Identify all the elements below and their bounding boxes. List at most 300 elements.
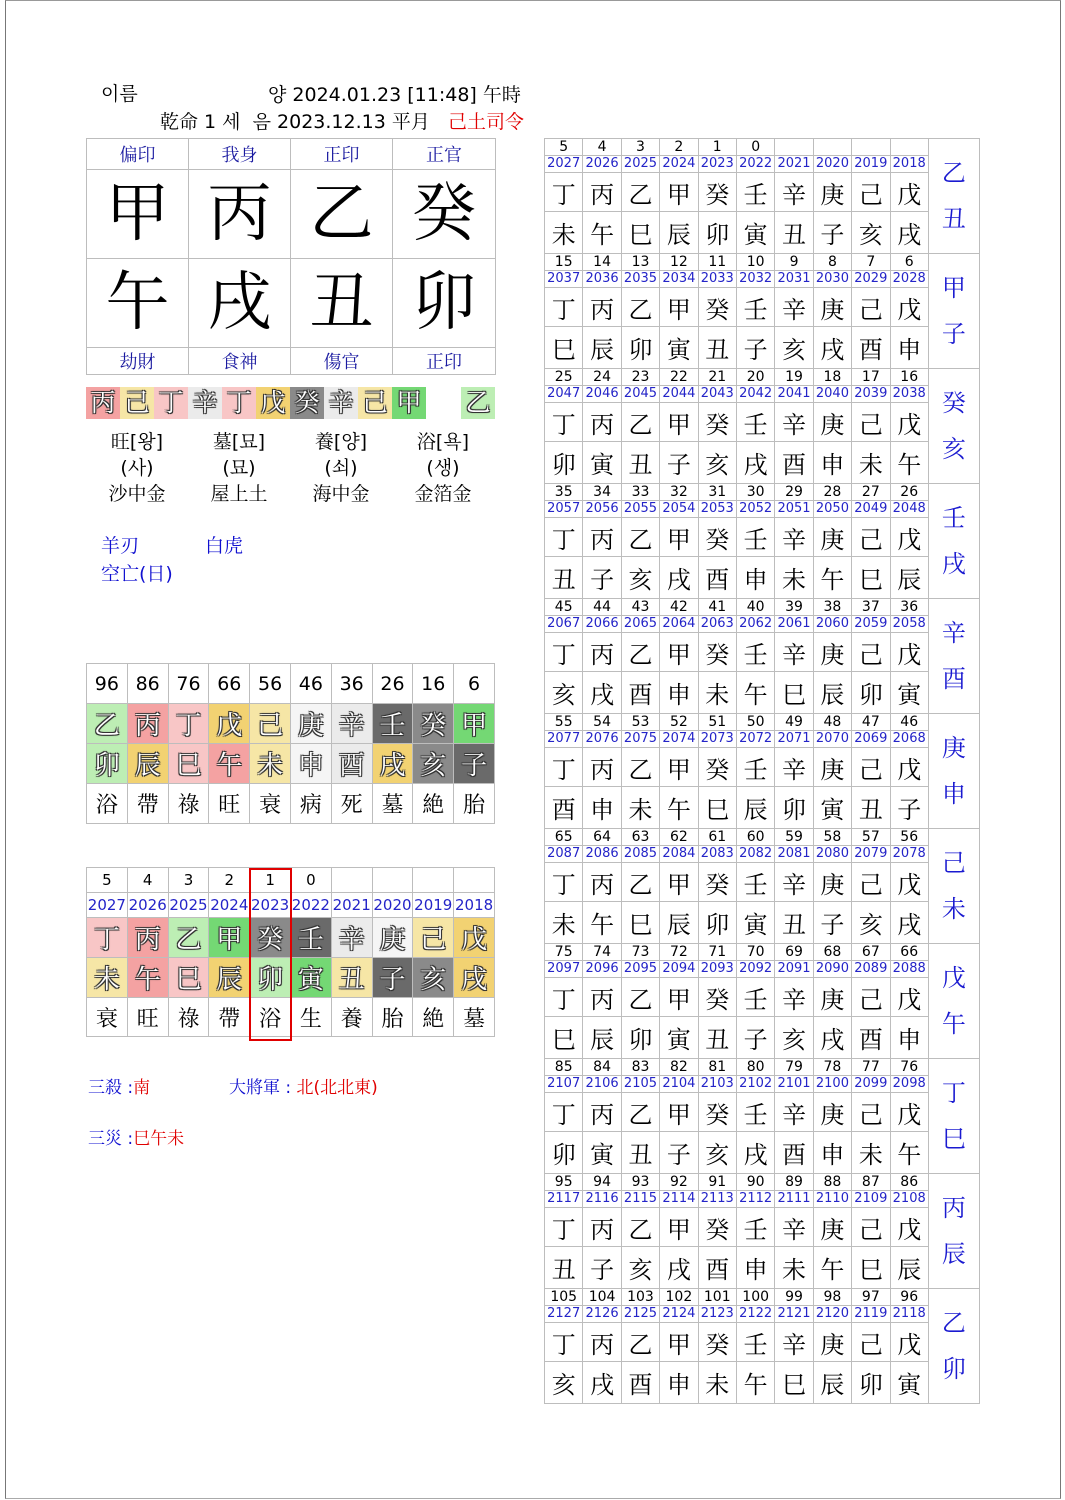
wolun-branch[interactable]: 寅	[583, 1132, 621, 1174]
wolun-stem[interactable]: 丙	[583, 1323, 621, 1362]
pillar-stem: 乙	[291, 170, 393, 259]
wolun-branch[interactable]: 亥	[698, 442, 736, 484]
wolun-stem[interactable]: 辛	[775, 1093, 813, 1132]
wolun-branch[interactable]: 辰	[583, 1017, 621, 1059]
wolun-stem[interactable]: 辛	[775, 748, 813, 787]
wolun-branch[interactable]: 午	[660, 787, 698, 829]
wolun-branch[interactable]: 戌	[660, 557, 698, 599]
seun-branch[interactable]: 午	[127, 958, 168, 998]
wolun-branch[interactable]: 未	[545, 212, 583, 254]
wolun-stem[interactable]: 甲	[660, 1093, 698, 1132]
wolun-branch[interactable]: 丑	[775, 212, 813, 254]
wolun-branch[interactable]: 未	[852, 442, 890, 484]
wolun-stem[interactable]: 甲	[660, 1208, 698, 1247]
wolun-branch[interactable]: 午	[736, 1362, 774, 1404]
daeun-age: 6	[454, 664, 495, 704]
seun-branch[interactable]: 子	[372, 958, 413, 998]
wolun-stem[interactable]: 壬	[736, 288, 774, 327]
wolun-age: 70	[736, 944, 774, 961]
wolun-stem[interactable]: 庚	[813, 1208, 851, 1247]
wolun-stem[interactable]: 乙	[621, 518, 659, 557]
wolun-branch[interactable]: 午	[890, 1132, 928, 1174]
wolun-branch[interactable]: 酉	[698, 1247, 736, 1289]
daeun-age: 46	[290, 664, 331, 704]
wolun-branch[interactable]: 辰	[890, 1247, 928, 1289]
wolun-stem[interactable]: 丙	[583, 288, 621, 327]
wolun-branch[interactable]: 申	[813, 442, 851, 484]
wolun-stem[interactable]: 乙	[621, 173, 659, 212]
wolun-branch[interactable]: 寅	[890, 1362, 928, 1404]
wolun-stem[interactable]: 丁	[545, 1208, 583, 1247]
solar-line	[268, 80, 521, 107]
wolun-branch[interactable]: 丑	[852, 787, 890, 829]
daeun-stem[interactable]: 庚	[290, 704, 331, 744]
wolun-branch[interactable]: 巳	[545, 1017, 583, 1059]
seun-stem[interactable]: 壬	[290, 918, 331, 958]
wolun-year: 2018	[890, 156, 928, 173]
wolun-branch[interactable]: 子	[736, 327, 774, 369]
wolun-branch[interactable]: 午	[813, 557, 851, 599]
wolun-stem[interactable]: 甲	[660, 1323, 698, 1362]
wolun-stem[interactable]: 癸	[698, 863, 736, 902]
wolun-branch-row	[545, 787, 980, 829]
wolun-stem[interactable]: 丙	[583, 748, 621, 787]
wolun-stem[interactable]: 癸	[698, 748, 736, 787]
wolun-stem[interactable]: 庚	[813, 518, 851, 557]
wolun-branch[interactable]: 酉	[545, 787, 583, 829]
wolun-stem[interactable]: 壬	[736, 978, 774, 1017]
wolun-stem[interactable]: 丁	[545, 518, 583, 557]
wolun-branch[interactable]: 申	[583, 787, 621, 829]
wolun-branch[interactable]: 子	[583, 557, 621, 599]
wolun-branch[interactable]: 未	[775, 1247, 813, 1289]
wolun-stem[interactable]: 戊	[890, 633, 928, 672]
wolun-branch[interactable]: 未	[621, 787, 659, 829]
wolun-stem[interactable]: 癸	[698, 1093, 736, 1132]
daeun-stem[interactable]: 乙	[87, 704, 128, 744]
wolun-side-pillar	[928, 484, 979, 599]
daeun-branch[interactable]: 子	[454, 744, 495, 784]
wolun-stem[interactable]: 甲	[660, 978, 698, 1017]
wolun-branch[interactable]: 卯	[698, 902, 736, 944]
daeun-stem[interactable]: 壬	[372, 704, 413, 744]
wolun-stem[interactable]: 乙	[621, 1323, 659, 1362]
seun-stem[interactable]: 辛	[331, 918, 372, 958]
wolun-stem[interactable]: 壬	[736, 863, 774, 902]
wolun-branch[interactable]: 巳	[852, 1247, 890, 1289]
wolun-year: 2052	[736, 501, 774, 518]
wolun-year: 2089	[852, 961, 890, 978]
daeun-stem[interactable]: 丁	[168, 704, 209, 744]
seun-branch[interactable]: 亥	[413, 958, 454, 998]
wolun-stem[interactable]: 壬	[736, 1093, 774, 1132]
wolun-stem[interactable]: 己	[852, 633, 890, 672]
hidden-stem-cell: 丁	[154, 387, 188, 419]
wolun-branch[interactable]: 寅	[736, 212, 774, 254]
seun-stem[interactable]: 乙	[168, 918, 209, 958]
wolun-branch[interactable]: 子	[890, 787, 928, 829]
wolun-branch[interactable]: 午	[583, 902, 621, 944]
daeun-branch[interactable]: 卯	[87, 744, 128, 784]
wolun-stem[interactable]: 丁	[545, 173, 583, 212]
seun-stem[interactable]: 甲	[209, 918, 250, 958]
wolun-stem[interactable]: 乙	[621, 748, 659, 787]
wolun-stem[interactable]: 癸	[698, 173, 736, 212]
wolun-branch[interactable]: 酉	[775, 1132, 813, 1174]
wolun-branch[interactable]: 寅	[660, 327, 698, 369]
wolun-side-pillar	[928, 1174, 979, 1289]
wolun-stem[interactable]: 丁	[545, 403, 583, 442]
four-pillars-table	[86, 138, 496, 375]
wolun-stem[interactable]: 乙	[621, 863, 659, 902]
wolun-stem[interactable]: 庚	[813, 1323, 851, 1362]
wolun-branch[interactable]: 亥	[621, 1247, 659, 1289]
wolun-branch[interactable]: 辰	[660, 902, 698, 944]
wolun-stem[interactable]: 丁	[545, 978, 583, 1017]
wolun-branch[interactable]: 辰	[890, 557, 928, 599]
wolun-branch[interactable]: 戌	[736, 442, 774, 484]
wolun-stem[interactable]: 戊	[890, 1093, 928, 1132]
wolun-year: 2120	[813, 1306, 851, 1323]
wolun-year: 2062	[736, 616, 774, 633]
wolun-stem[interactable]: 己	[852, 978, 890, 1017]
wolun-branch[interactable]: 未	[545, 902, 583, 944]
wolun-stem[interactable]: 己	[852, 1093, 890, 1132]
wolun-stem[interactable]: 癸	[698, 288, 736, 327]
wolun-stem[interactable]: 壬	[736, 518, 774, 557]
wolun-branch[interactable]: 卯	[545, 1132, 583, 1174]
wolun-branch[interactable]: 卯	[698, 212, 736, 254]
wolun-stem[interactable]: 己	[852, 288, 890, 327]
wolun-branch[interactable]: 申	[736, 557, 774, 599]
wolun-stem[interactable]: 辛	[775, 518, 813, 557]
wolun-age: 22	[660, 369, 698, 386]
wolun-stem[interactable]: 戊	[890, 288, 928, 327]
wolun-stem[interactable]: 辛	[775, 1323, 813, 1362]
wolun-branch[interactable]: 辰	[813, 672, 851, 714]
wolun-branch[interactable]: 子	[660, 1132, 698, 1174]
wolun-branch[interactable]: 亥	[852, 212, 890, 254]
wolun-branch[interactable]: 子	[660, 442, 698, 484]
daeun-branch[interactable]: 戌	[372, 744, 413, 784]
wolun-stem[interactable]: 己	[852, 403, 890, 442]
wolun-branch[interactable]: 辰	[583, 327, 621, 369]
wolun-branch[interactable]: 寅	[660, 1017, 698, 1059]
wolun-stem[interactable]: 乙	[621, 633, 659, 672]
wolun-branch[interactable]: 卯	[621, 1017, 659, 1059]
wolun-stem[interactable]: 乙	[621, 1208, 659, 1247]
wolun-branch[interactable]: 午	[890, 442, 928, 484]
wolun-age: 80	[736, 1059, 774, 1076]
daeun-branch[interactable]: 未	[250, 744, 291, 784]
wolun-year: 2057	[545, 501, 583, 518]
pillar-branch: 丑	[291, 259, 393, 348]
wolun-stem[interactable]: 戊	[890, 518, 928, 557]
wolun-branch[interactable]: 申	[660, 672, 698, 714]
wolun-stem[interactable]: 乙	[621, 978, 659, 1017]
wolun-stem[interactable]: 丙	[583, 633, 621, 672]
wolun-branch[interactable]: 戌	[890, 902, 928, 944]
seun-stem[interactable]: 丙	[127, 918, 168, 958]
wolun-stem[interactable]: 庚	[813, 173, 851, 212]
wolun-branch[interactable]: 戌	[583, 672, 621, 714]
wolun-branch[interactable]: 酉	[698, 557, 736, 599]
wolun-stem[interactable]: 丙	[583, 518, 621, 557]
wolun-branch[interactable]: 亥	[775, 327, 813, 369]
wolun-stem[interactable]: 癸	[698, 978, 736, 1017]
wolun-branch[interactable]: 卯	[621, 327, 659, 369]
wolun-age: 74	[583, 944, 621, 961]
wolun-branch[interactable]: 子	[583, 1247, 621, 1289]
wolun-branch[interactable]: 辰	[813, 1362, 851, 1404]
wolun-branch[interactable]: 卯	[775, 787, 813, 829]
wolun-stem[interactable]: 辛	[775, 1208, 813, 1247]
wolun-stem[interactable]: 辛	[775, 863, 813, 902]
wolun-stem[interactable]: 丙	[583, 1093, 621, 1132]
wolun-branch[interactable]: 亥	[775, 1017, 813, 1059]
wolun-stem[interactable]: 丁	[545, 1323, 583, 1362]
wolun-branch[interactable]: 卯	[545, 442, 583, 484]
seun-branch[interactable]: 未	[87, 958, 128, 998]
wolun-branch[interactable]: 戌	[813, 1017, 851, 1059]
wolun-branch[interactable]: 丑	[698, 327, 736, 369]
wolun-branch[interactable]: 寅	[813, 787, 851, 829]
wolun-branch[interactable]: 卯	[852, 672, 890, 714]
wolun-stem[interactable]: 庚	[813, 1093, 851, 1132]
wolun-stem[interactable]: 辛	[775, 403, 813, 442]
wolun-stem[interactable]: 辛	[775, 978, 813, 1017]
wolun-branch[interactable]: 酉	[775, 442, 813, 484]
wolun-branch[interactable]: 丑	[545, 1247, 583, 1289]
wolun-branch[interactable]: 寅	[736, 902, 774, 944]
wolun-branch[interactable]: 巳	[775, 1362, 813, 1404]
wolun-age: 93	[621, 1174, 659, 1191]
wolun-year: 2113	[698, 1191, 736, 1208]
wolun-branch[interactable]: 亥	[698, 1132, 736, 1174]
wolun-stem[interactable]: 癸	[698, 1323, 736, 1362]
wolun-stem[interactable]: 戊	[890, 748, 928, 787]
daeun-branch[interactable]: 酉	[331, 744, 372, 784]
wolun-branch[interactable]: 未	[852, 1132, 890, 1174]
wolun-stem[interactable]: 戊	[890, 173, 928, 212]
wolun-stem[interactable]: 丁	[545, 288, 583, 327]
wolun-stem[interactable]: 己	[852, 1323, 890, 1362]
wolun-age: 92	[660, 1174, 698, 1191]
wolun-branch[interactable]: 丑	[621, 1132, 659, 1174]
wolun-stem[interactable]: 壬	[736, 633, 774, 672]
wolun-stem[interactable]: 己	[852, 518, 890, 557]
wolun-stem[interactable]: 丁	[545, 633, 583, 672]
wolun-branch[interactable]: 申	[890, 1017, 928, 1059]
wolun-stem[interactable]: 甲	[660, 518, 698, 557]
wolun-branch[interactable]: 寅	[890, 672, 928, 714]
wolun-branch[interactable]: 巳	[621, 902, 659, 944]
wolun-stem[interactable]: 庚	[813, 633, 851, 672]
daeun-branch[interactable]: 巳	[168, 744, 209, 784]
wolun-stem[interactable]: 甲	[660, 633, 698, 672]
seun-stage: 絶	[413, 998, 454, 1037]
wolun-stem[interactable]: 壬	[736, 173, 774, 212]
wolun-stem[interactable]: 丁	[545, 1093, 583, 1132]
wolun-age-row	[545, 139, 980, 156]
wolun-branch[interactable]: 子	[813, 902, 851, 944]
wolun-stem[interactable]: 戊	[890, 978, 928, 1017]
wolun-branch[interactable]: 戌	[890, 212, 928, 254]
daeun-stem[interactable]: 戊	[209, 704, 250, 744]
wolun-year: 2061	[775, 616, 813, 633]
wolun-stem[interactable]: 庚	[813, 288, 851, 327]
wolun-stem[interactable]: 丙	[583, 863, 621, 902]
wolun-branch[interactable]: 寅	[583, 442, 621, 484]
stage-text: 金箔金	[414, 483, 472, 505]
wolun-branch[interactable]: 亥	[545, 672, 583, 714]
wolun-stem[interactable]: 庚	[813, 403, 851, 442]
daeun-branch[interactable]: 申	[290, 744, 331, 784]
wolun-year: 2059	[852, 616, 890, 633]
wolun-stem[interactable]: 癸	[698, 403, 736, 442]
daeun-stem[interactable]: 丙	[127, 704, 168, 744]
wolun-branch[interactable]: 丑	[698, 1017, 736, 1059]
wolun-branch[interactable]: 巳	[775, 672, 813, 714]
daeun-branch[interactable]: 午	[209, 744, 250, 784]
wolun-branch[interactable]: 酉	[852, 327, 890, 369]
wolun-stem[interactable]: 乙	[621, 1093, 659, 1132]
stage-text: (사)	[120, 457, 154, 479]
daeun-stem[interactable]: 辛	[331, 704, 372, 744]
wolun-stem[interactable]: 戊	[890, 1208, 928, 1247]
seun-branch[interactable]: 丑	[331, 958, 372, 998]
wolun-side-pillar	[928, 139, 979, 254]
wolun-branch[interactable]: 戌	[813, 327, 851, 369]
wolun-stem[interactable]: 甲	[660, 403, 698, 442]
wolun-branch[interactable]: 未	[775, 557, 813, 599]
wolun-stem[interactable]: 癸	[698, 518, 736, 557]
seun-stem[interactable]: 戊	[454, 918, 495, 958]
daeun-stem[interactable]: 甲	[454, 704, 495, 744]
wolun-stem[interactable]: 甲	[660, 288, 698, 327]
wolun-stem[interactable]: 壬	[736, 1208, 774, 1247]
seun-branch[interactable]: 辰	[209, 958, 250, 998]
wolun-year: 2050	[813, 501, 851, 518]
wolun-year: 2102	[736, 1076, 774, 1093]
wolun-stem[interactable]: 乙	[621, 288, 659, 327]
wolun-branch[interactable]: 酉	[852, 1017, 890, 1059]
wolun-stem[interactable]: 丙	[583, 403, 621, 442]
wolun-stem[interactable]: 辛	[775, 288, 813, 327]
wolun-branch[interactable]: 辰	[660, 212, 698, 254]
seun-stage: 墓	[454, 998, 495, 1037]
wolun-stem[interactable]: 甲	[660, 173, 698, 212]
wolun-branch[interactable]: 酉	[621, 1362, 659, 1404]
wolun-year: 2042	[736, 386, 774, 403]
wolun-stem[interactable]: 乙	[621, 403, 659, 442]
wolun-branch[interactable]: 亥	[852, 902, 890, 944]
wolun-branch[interactable]: 酉	[621, 672, 659, 714]
wolun-branch[interactable]: 丑	[621, 442, 659, 484]
solar-date: 2024.01.23	[292, 84, 402, 106]
seun-stem[interactable]: 己	[413, 918, 454, 958]
wolun-stem[interactable]: 癸	[698, 1208, 736, 1247]
wolun-branch[interactable]: 亥	[621, 557, 659, 599]
wolun-stem[interactable]: 己	[852, 1208, 890, 1247]
wolun-stem[interactable]: 庚	[813, 978, 851, 1017]
wolun-branch[interactable]: 丑	[775, 902, 813, 944]
wolun-branch[interactable]: 戌	[660, 1247, 698, 1289]
wolun-stem[interactable]: 戊	[890, 863, 928, 902]
seun-branch[interactable]: 卯	[250, 958, 291, 998]
wolun-branch[interactable]: 巳	[698, 787, 736, 829]
name-label: 이름	[101, 83, 138, 105]
wolun-stem[interactable]: 丙	[583, 1208, 621, 1247]
wolun-branch[interactable]: 辰	[736, 787, 774, 829]
wolun-branch[interactable]: 卯	[852, 1362, 890, 1404]
daeun-stem[interactable]: 癸	[413, 704, 454, 744]
wolun-branch[interactable]: 申	[890, 327, 928, 369]
wolun-stem[interactable]: 己	[852, 863, 890, 902]
wolun-branch[interactable]: 子	[736, 1017, 774, 1059]
wolun-branch[interactable]: 午	[813, 1247, 851, 1289]
pillar-bottom-label: 正印	[393, 348, 496, 375]
wolun-branch[interactable]: 未	[698, 672, 736, 714]
wolun-branch[interactable]: 申	[813, 1132, 851, 1174]
seun-stem[interactable]: 丁	[87, 918, 128, 958]
wolun-stem[interactable]: 壬	[736, 403, 774, 442]
wolun-branch[interactable]: 巳	[621, 212, 659, 254]
wolun-branch[interactable]: 申	[660, 1362, 698, 1404]
seun-branch[interactable]: 戌	[454, 958, 495, 998]
wolun-branch[interactable]: 未	[698, 1362, 736, 1404]
seun-branch[interactable]: 巳	[168, 958, 209, 998]
seun-stem[interactable]: 庚	[372, 918, 413, 958]
wolun-stem[interactable]: 己	[852, 748, 890, 787]
wolun-stem[interactable]: 丁	[545, 748, 583, 787]
wolun-branch[interactable]: 戌	[736, 1132, 774, 1174]
wolun-stem[interactable]: 戊	[890, 1323, 928, 1362]
wolun-year: 2097	[545, 961, 583, 978]
wolun-branch[interactable]: 亥	[545, 1362, 583, 1404]
wolun-branch[interactable]: 巳	[545, 327, 583, 369]
wolun-branch[interactable]: 午	[583, 212, 621, 254]
daeun-stem[interactable]: 己	[250, 704, 291, 744]
daeun-branch[interactable]: 亥	[413, 744, 454, 784]
wolun-stem[interactable]: 庚	[813, 863, 851, 902]
wolun-stem[interactable]: 甲	[660, 748, 698, 787]
wolun-stem[interactable]: 甲	[660, 863, 698, 902]
wolun-branch[interactable]: 丑	[545, 557, 583, 599]
wolun-branch[interactable]: 巳	[852, 557, 890, 599]
wolun-stem[interactable]: 戊	[890, 403, 928, 442]
wolun-stem[interactable]: 壬	[736, 748, 774, 787]
wolun-branch[interactable]: 申	[736, 1247, 774, 1289]
wolun-stem[interactable]: 辛	[775, 173, 813, 212]
wolun-branch[interactable]: 午	[736, 672, 774, 714]
wolun-year: 2109	[852, 1191, 890, 1208]
wolun-stem[interactable]: 壬	[736, 1323, 774, 1362]
daeun-branch[interactable]: 辰	[127, 744, 168, 784]
wolun-stem[interactable]: 丙	[583, 978, 621, 1017]
wolun-branch[interactable]: 子	[813, 212, 851, 254]
seun-branch[interactable]: 寅	[290, 958, 331, 998]
seun-year: 2021	[331, 893, 372, 918]
seun-stem[interactable]: 癸	[250, 918, 291, 958]
wolun-stem[interactable]: 己	[852, 173, 890, 212]
wolun-stem[interactable]: 丁	[545, 863, 583, 902]
wolun-branch[interactable]: 戌	[583, 1362, 621, 1404]
wolun-stem[interactable]: 癸	[698, 633, 736, 672]
wolun-stem[interactable]: 辛	[775, 633, 813, 672]
wolun-stem[interactable]: 庚	[813, 748, 851, 787]
wolun-stem[interactable]: 丙	[583, 173, 621, 212]
